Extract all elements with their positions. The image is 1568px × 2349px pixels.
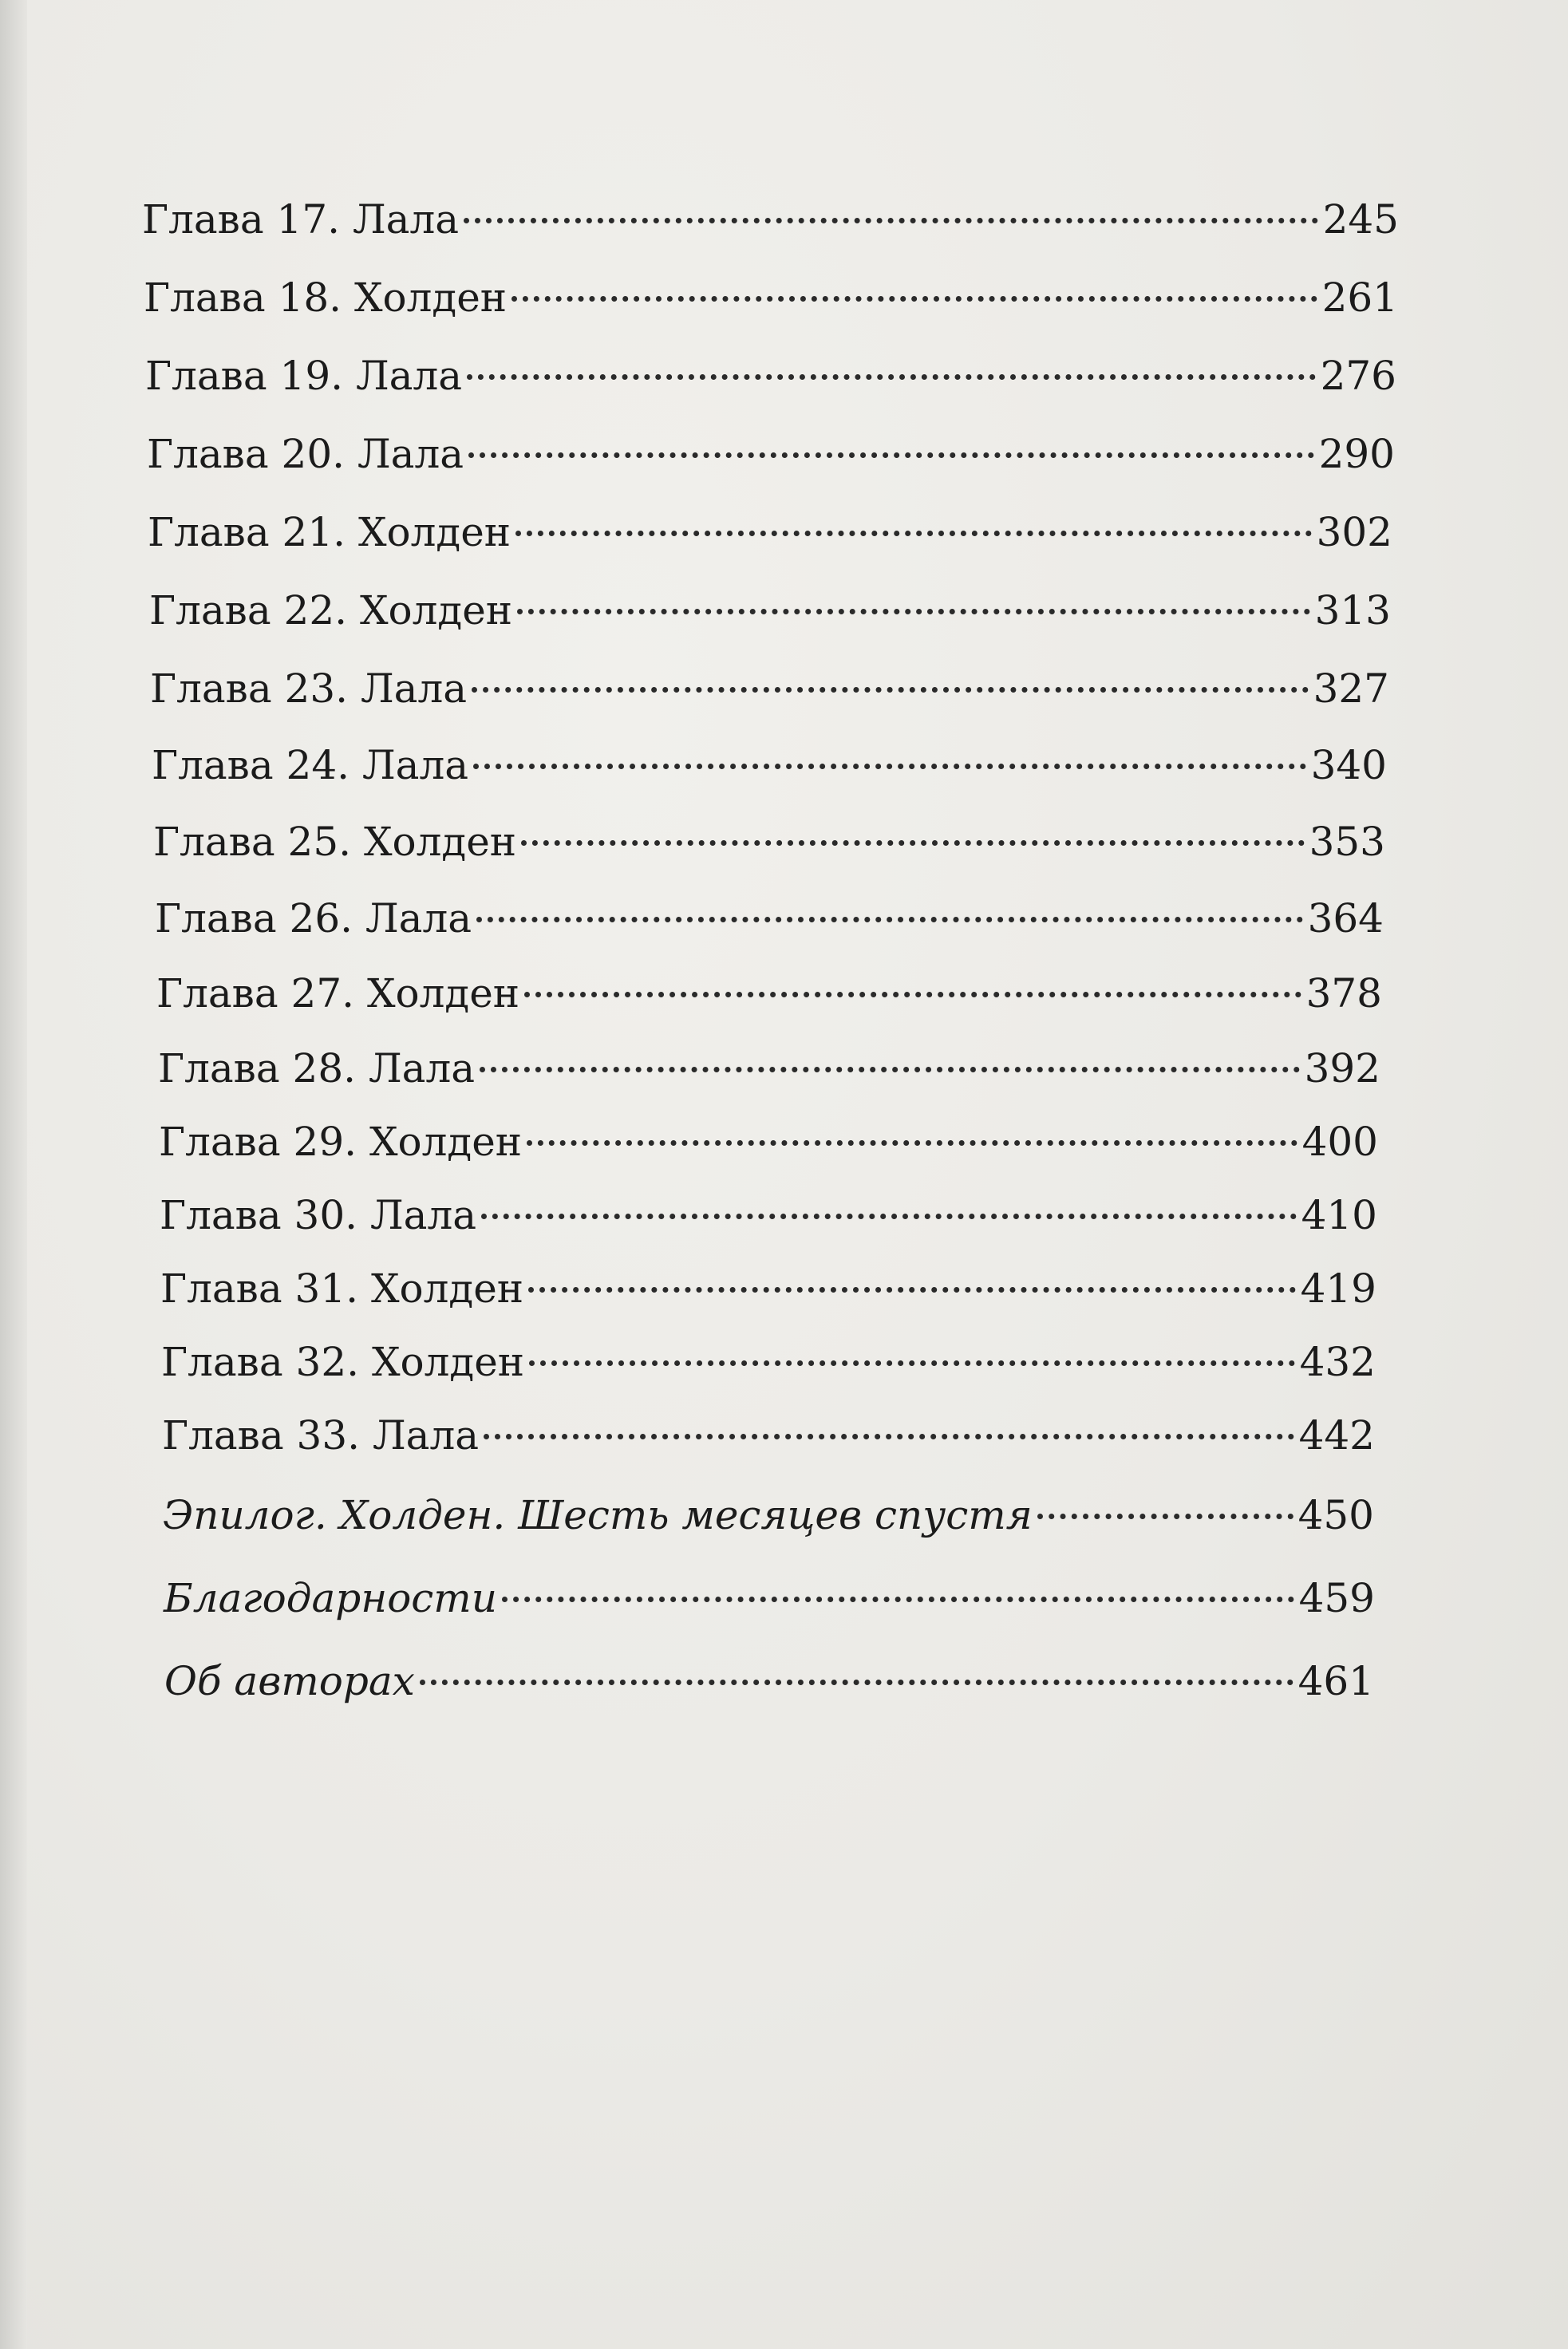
toc-entry-page: 261 — [1321, 274, 1398, 321]
toc-entry-title: Глава 33. Лала — [162, 1412, 480, 1459]
toc-entry — [150, 657, 1389, 720]
toc-entry-page: 410 — [1301, 1192, 1377, 1238]
toc-entry-page: 378 — [1305, 970, 1382, 1017]
toc-entry-title: Глава 28. Лала — [158, 1045, 476, 1092]
toc-entry-title: Глава 32. Холден — [161, 1339, 525, 1385]
toc-entry — [152, 733, 1387, 797]
toc-entry-title: Глава 29. Холден — [159, 1119, 523, 1165]
dot-leader — [467, 374, 1316, 380]
dot-leader — [464, 218, 1318, 223]
dot-leader — [529, 1360, 1294, 1366]
page-edge-shadow — [0, 0, 27, 2349]
toc-entry-title: Эпилог. Холден. Шесть месяцев спустя — [163, 1492, 1033, 1538]
dot-leader — [473, 764, 1306, 769]
toc-entry-page: 327 — [1313, 665, 1389, 712]
toc-entry-page: 313 — [1314, 587, 1391, 634]
toc-entry-title: Глава 26. Лала — [155, 895, 472, 942]
toc-entry-page: 245 — [1322, 196, 1399, 243]
dot-leader — [480, 1067, 1300, 1072]
dot-leader — [481, 1214, 1297, 1219]
toc-entry-page: 432 — [1299, 1339, 1376, 1385]
dot-leader — [420, 1680, 1294, 1685]
toc-entry — [164, 1649, 1374, 1713]
toc-entry — [164, 1566, 1375, 1630]
toc-entry-page: 400 — [1301, 1119, 1378, 1165]
dot-leader — [524, 992, 1301, 997]
toc-entry-page: 290 — [1318, 431, 1395, 477]
toc-entry-page: 392 — [1304, 1045, 1380, 1092]
toc-entry-title: Благодарности — [164, 1575, 497, 1621]
toc-entry-page: 353 — [1309, 819, 1385, 865]
toc-entry — [148, 500, 1392, 564]
dot-leader — [1037, 1514, 1294, 1519]
dot-leader — [511, 296, 1317, 302]
dot-leader — [484, 1434, 1294, 1439]
toc-entry-page: 450 — [1297, 1492, 1374, 1538]
dot-leader — [517, 609, 1309, 614]
toc-entry-page: 340 — [1310, 742, 1387, 788]
toc-entry-page: 276 — [1320, 353, 1396, 399]
toc-entry — [162, 1403, 1375, 1467]
toc-entry — [156, 961, 1382, 1025]
dot-leader — [521, 840, 1304, 846]
toc-entry — [153, 810, 1385, 874]
toc-entry — [161, 1330, 1376, 1394]
toc-entry-page: 302 — [1316, 509, 1392, 555]
toc-entry — [145, 344, 1396, 408]
dot-leader — [515, 531, 1311, 536]
toc-entry-title: Глава 20. Лала — [147, 431, 464, 477]
toc-entry — [163, 1483, 1374, 1547]
toc-entry-page: 364 — [1307, 895, 1384, 942]
toc-entry-title: Глава 30. Лала — [160, 1192, 477, 1238]
toc-entry-title: Глава 25. Холден — [153, 819, 517, 865]
dot-leader — [468, 452, 1314, 458]
dot-leader — [528, 1287, 1295, 1293]
toc-entry — [159, 1110, 1378, 1174]
toc-entry-title: Глава 31. Холден — [160, 1265, 524, 1312]
dot-leader — [502, 1597, 1294, 1602]
toc-entry-title: Глава 23. Лала — [150, 665, 468, 712]
toc-entry-title: Об авторах — [164, 1658, 415, 1704]
dot-leader — [476, 917, 1303, 922]
toc-entry-title: Глава 18. Холден — [144, 274, 508, 321]
toc-entry — [160, 1183, 1377, 1247]
toc-entry-title: Глава 24. Лала — [152, 742, 469, 788]
toc-entry-title: Глава 22. Холден — [149, 587, 513, 634]
toc-entry-title: Глава 21. Холден — [148, 509, 511, 555]
toc-entry-title: Глава 27. Холден — [156, 970, 520, 1017]
toc-entry-title: Глава 17. Лала — [142, 196, 460, 243]
toc-entry-page: 459 — [1298, 1575, 1375, 1621]
toc-entry-title: Глава 19. Лала — [145, 353, 463, 399]
dot-leader — [472, 687, 1309, 693]
toc-entry-page: 461 — [1297, 1658, 1374, 1704]
dot-leader — [527, 1140, 1297, 1146]
toc-entry — [142, 188, 1399, 251]
toc-entry-page: 419 — [1300, 1265, 1376, 1312]
toc-entry — [147, 422, 1395, 486]
toc-entry — [149, 578, 1391, 642]
toc-entry — [158, 1036, 1380, 1100]
toc-entry-page: 442 — [1298, 1412, 1375, 1459]
toc-entry — [155, 886, 1384, 950]
toc-entry — [144, 266, 1398, 330]
toc-entry — [160, 1257, 1376, 1321]
